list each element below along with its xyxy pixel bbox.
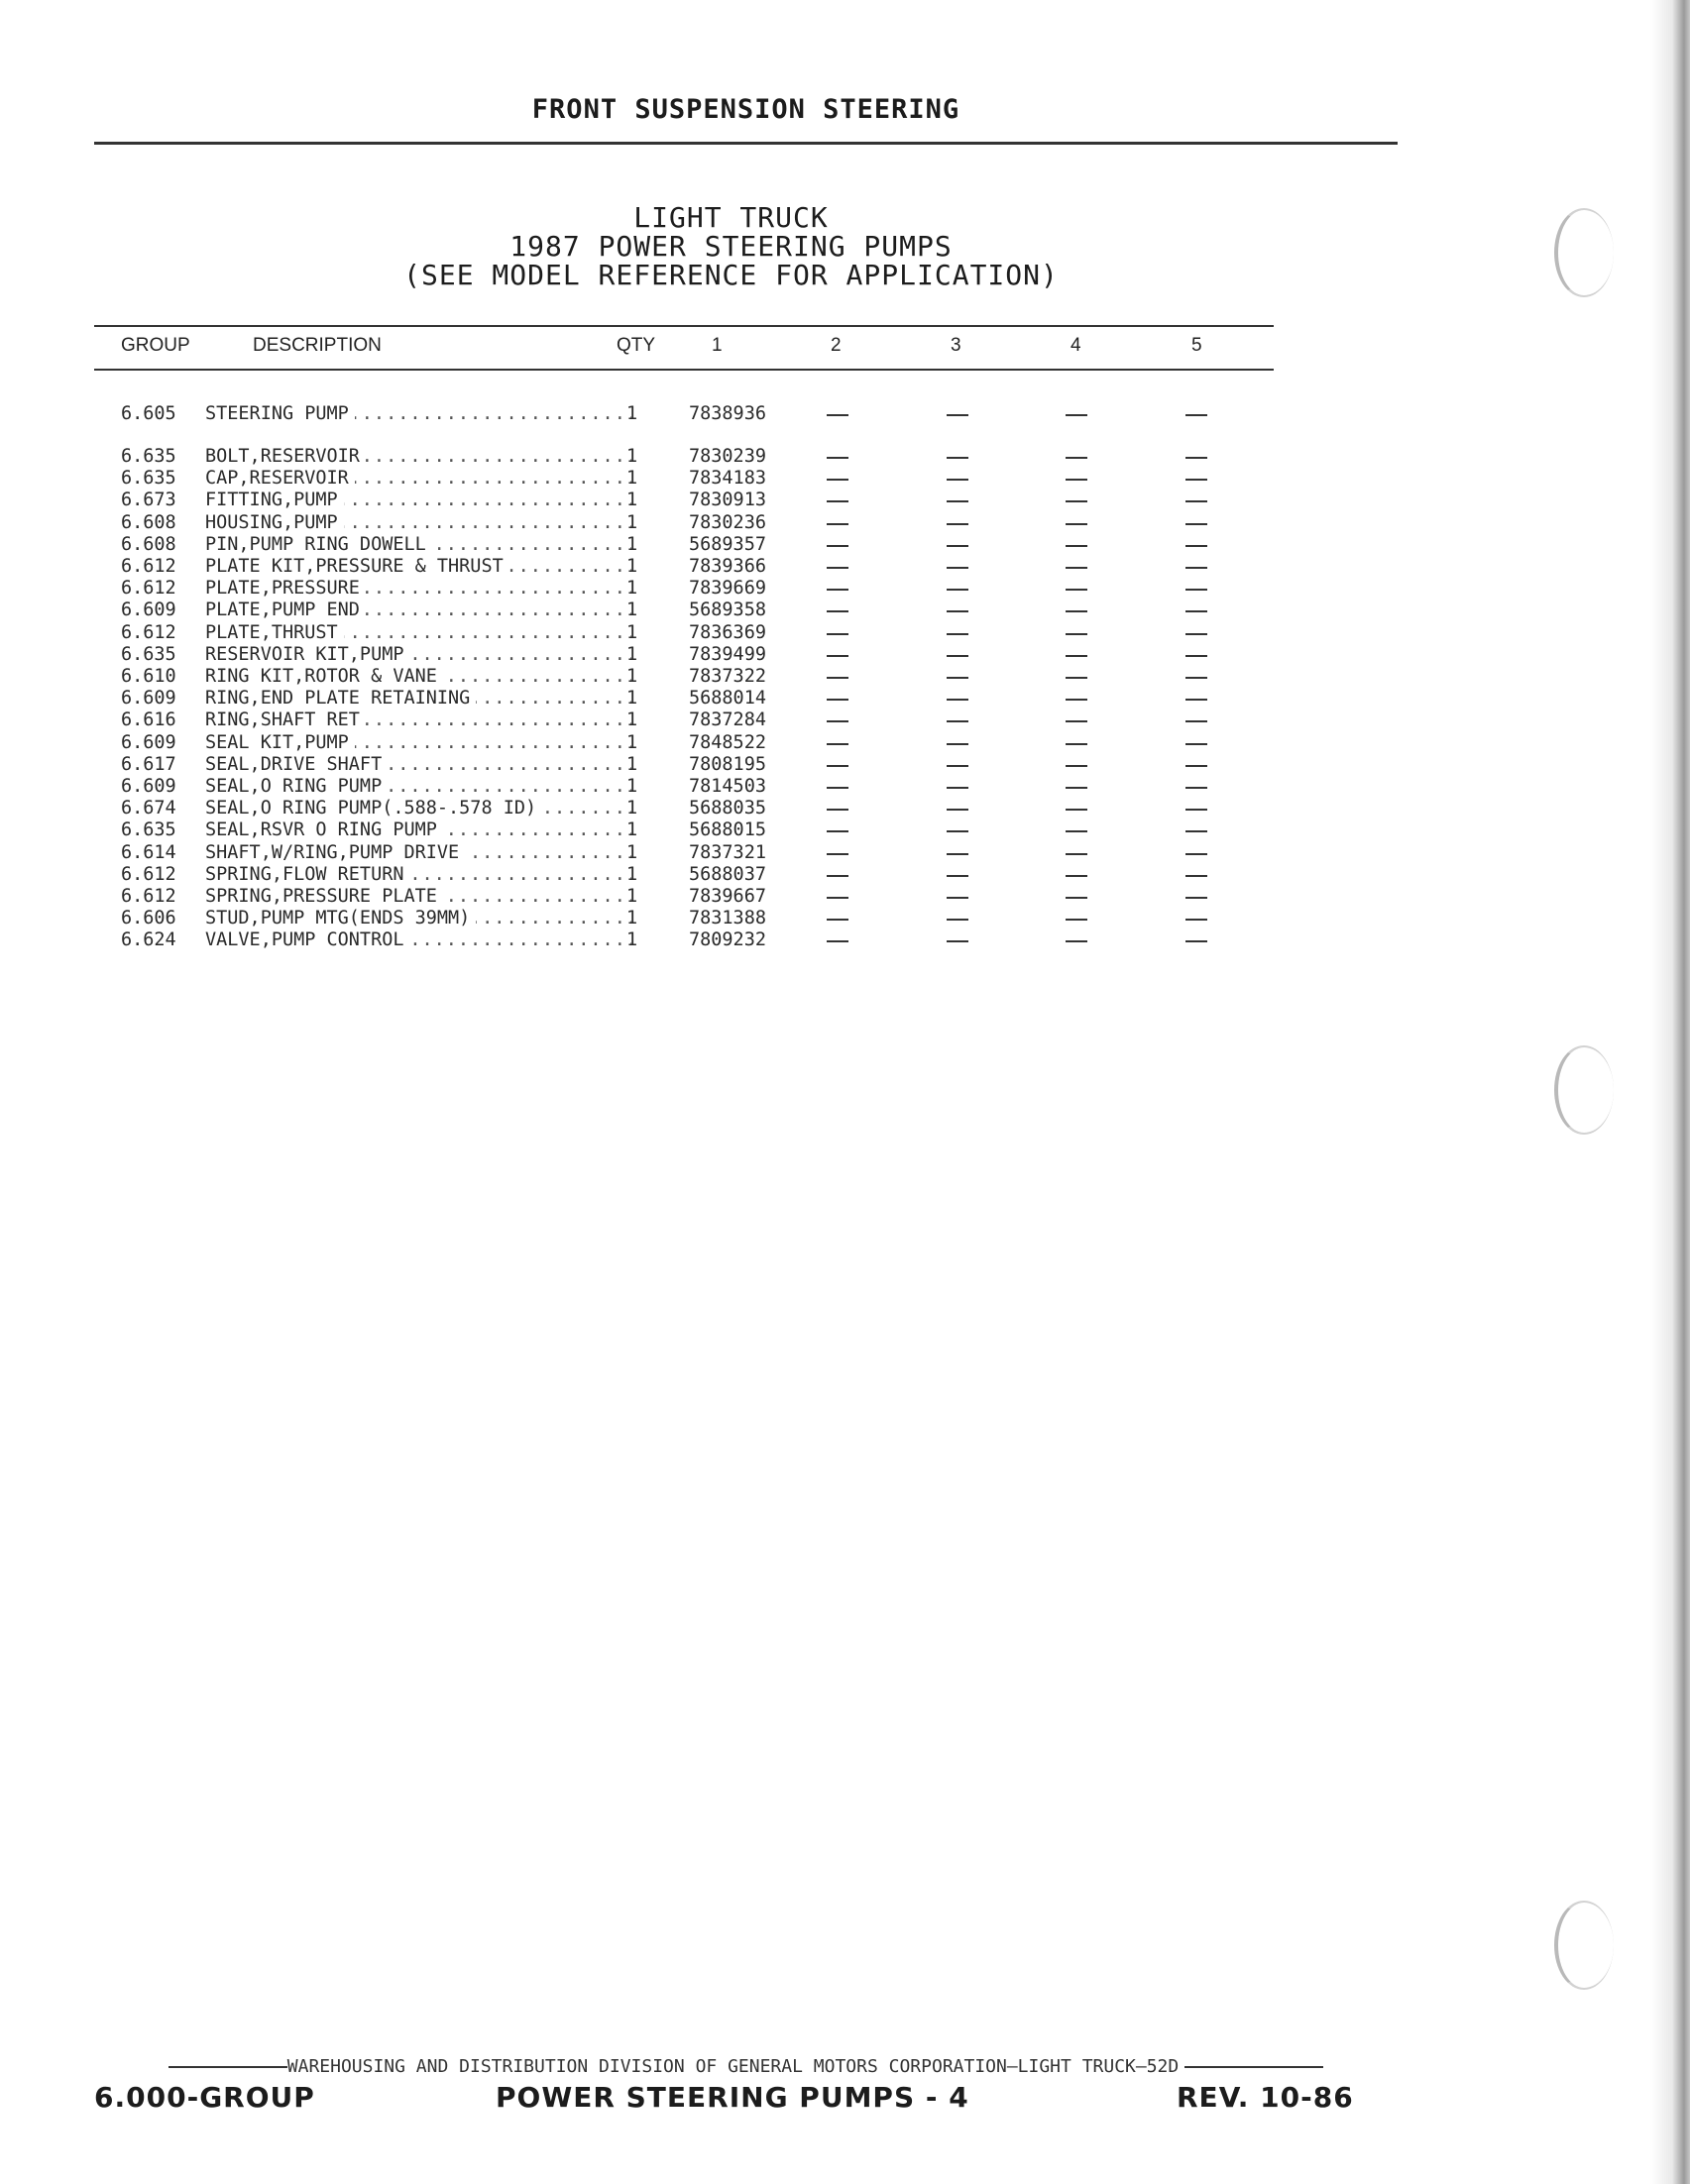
footer-section: POWER STEERING PUMPS - 4: [496, 2081, 969, 2114]
row-dash-col-3: [947, 633, 968, 635]
row-qty: 1: [626, 863, 638, 885]
row-part-number: 5689357: [689, 533, 766, 555]
row-group: 6.612: [121, 863, 176, 885]
row-dash-col-3: [947, 457, 968, 459]
row-dash-col-2: [827, 787, 848, 789]
footer-division: WAREHOUSING AND DISTRIBUTION DIVISION OF GENERAL MOTORS CORPORATION—LIGHT TRUCK—52D: [286, 2056, 1180, 2077]
row-part-number: 5688015: [689, 819, 766, 841]
row-description-text: FITTING,PUMP: [205, 490, 344, 510]
row-description: [205, 929, 631, 951]
divider: [94, 142, 1398, 145]
column-header-2: 2: [831, 335, 842, 356]
row-dash-col-3: [947, 765, 968, 767]
row-dash-col-3: [947, 743, 968, 745]
row-group: 6.610: [121, 666, 176, 687]
row-part-number: 7830239: [689, 446, 766, 467]
row-dash-col-5: [1185, 589, 1207, 591]
row-dash-col-3: [947, 897, 968, 899]
row-dash-col-2: [827, 699, 848, 701]
page-edge-shadow: [1650, 0, 1690, 2184]
row-qty: 1: [626, 908, 638, 929]
row-dash-col-4: [1066, 567, 1087, 569]
row-dash-col-5: [1185, 655, 1207, 657]
row-dash-col-5: [1185, 414, 1207, 416]
row-dash-col-2: [827, 677, 848, 679]
row-dash-col-4: [1066, 545, 1087, 547]
row-dash-col-5: [1185, 919, 1207, 921]
row-description: [205, 556, 631, 578]
column-header-5: 5: [1191, 335, 1202, 356]
row-dash-col-3: [947, 677, 968, 679]
row-description: [205, 644, 631, 666]
row-dash-col-5: [1185, 875, 1207, 877]
row-description: [205, 864, 631, 886]
row-dash-col-4: [1066, 940, 1087, 942]
row-group: 6.609: [121, 776, 176, 797]
row-part-number: 5688014: [689, 688, 766, 710]
row-dash-col-2: [827, 809, 848, 811]
row-group: 6.635: [121, 643, 176, 665]
row-description: [205, 600, 631, 621]
row-qty: 1: [626, 731, 638, 753]
catalog-title: [94, 203, 1368, 289]
row-qty: 1: [626, 446, 638, 467]
row-description: [205, 622, 631, 644]
row-group: 6.605: [121, 403, 176, 424]
row-description: [205, 688, 631, 710]
row-part-number: 7830913: [689, 490, 766, 511]
row-description-text: PLATE KIT,PRESSURE & THRUST: [205, 556, 509, 577]
row-description: [205, 403, 631, 425]
row-dash-col-2: [827, 743, 848, 745]
row-dash-col-5: [1185, 633, 1207, 635]
row-qty: 1: [626, 600, 638, 621]
row-dash-col-3: [947, 545, 968, 547]
row-dash-col-2: [827, 414, 848, 416]
table-header-rule: [94, 369, 1274, 371]
row-description: [205, 578, 631, 600]
row-qty: 1: [626, 819, 638, 841]
row-dash-col-3: [947, 853, 968, 855]
row-dash-col-5: [1185, 787, 1207, 789]
row-dash-col-4: [1066, 633, 1087, 635]
row-dash-col-4: [1066, 677, 1087, 679]
row-qty: 1: [626, 468, 638, 490]
binder-hole: [1554, 1045, 1614, 1135]
row-dash-col-3: [947, 919, 968, 921]
row-dash-col-4: [1066, 589, 1087, 591]
row-dash-col-4: [1066, 655, 1087, 657]
row-description: [205, 886, 631, 908]
row-group: 6.612: [121, 621, 176, 643]
binder-hole: [1554, 1901, 1614, 1990]
row-description: [205, 732, 631, 754]
row-part-number: 7839366: [689, 556, 766, 577]
row-description-text: HOUSING,PUMP: [205, 512, 344, 533]
row-part-number: 5689358: [689, 600, 766, 621]
row-part-number: 7836369: [689, 621, 766, 643]
row-dash-col-2: [827, 589, 848, 591]
row-description-text: RING,SHAFT RET: [205, 710, 366, 730]
row-part-number: 5688035: [689, 798, 766, 819]
row-description-text: STUD,PUMP MTG(ENDS 39MM): [205, 908, 476, 928]
row-description-text: VALVE,PUMP CONTROL: [205, 929, 409, 950]
row-qty: 1: [626, 886, 638, 907]
row-dash-col-4: [1066, 765, 1087, 767]
row-dash-col-2: [827, 919, 848, 921]
footer-group: 6.000-GROUP: [94, 2081, 315, 2114]
row-qty: 1: [626, 403, 638, 424]
row-dash-col-5: [1185, 567, 1207, 569]
row-qty: 1: [626, 643, 638, 665]
row-description: [205, 819, 631, 841]
row-description: [205, 490, 631, 511]
row-dash-col-4: [1066, 875, 1087, 877]
row-description: [205, 534, 631, 556]
row-dash-col-5: [1185, 897, 1207, 899]
row-group: 6.609: [121, 600, 176, 621]
row-part-number: 7848522: [689, 731, 766, 753]
row-part-number: 7837322: [689, 666, 766, 687]
row-part-number: 7834183: [689, 468, 766, 490]
column-header-3: 3: [951, 335, 961, 356]
row-description-text: CAP,RESERVOIR: [205, 468, 355, 489]
row-description: [205, 842, 631, 864]
row-part-number: 7838936: [689, 403, 766, 424]
row-dash-col-5: [1185, 743, 1207, 745]
section-heading: FRONT SUSPENSION STEERING: [531, 94, 960, 125]
row-description: [205, 446, 631, 468]
row-dash-col-5: [1185, 545, 1207, 547]
row-description: [205, 798, 631, 819]
row-dash-col-5: [1185, 699, 1207, 701]
row-dash-col-3: [947, 479, 968, 481]
row-description-text: STEERING PUMP: [205, 403, 355, 424]
row-dash-col-5: [1185, 830, 1207, 832]
row-dash-col-4: [1066, 830, 1087, 832]
row-dash-col-4: [1066, 919, 1087, 921]
footer-revision: REV. 10-86: [1177, 2081, 1354, 2114]
column-header-4: 4: [1070, 335, 1081, 356]
row-dash-col-5: [1185, 720, 1207, 722]
row-qty: 1: [626, 798, 638, 819]
row-qty: 1: [626, 666, 638, 687]
row-dash-col-2: [827, 720, 848, 722]
row-group: 6.612: [121, 886, 176, 907]
row-group: 6.635: [121, 446, 176, 467]
row-group: 6.635: [121, 819, 176, 841]
row-dash-col-3: [947, 655, 968, 657]
binder-hole: [1554, 208, 1614, 297]
row-description-text: PLATE,PRESSURE: [205, 578, 366, 599]
row-part-number: 7808195: [689, 753, 766, 775]
row-qty: 1: [626, 688, 638, 710]
row-group: 6.616: [121, 710, 176, 731]
row-dash-col-4: [1066, 479, 1087, 481]
row-qty: 1: [626, 776, 638, 797]
footer-division-line: [94, 2056, 1398, 2077]
row-dash-col-3: [947, 875, 968, 877]
row-dash-col-5: [1185, 765, 1207, 767]
row-description-text: SEAL,DRIVE SHAFT: [205, 754, 388, 775]
row-dash-col-3: [947, 610, 968, 612]
row-part-number: 7837321: [689, 841, 766, 863]
row-group: 6.617: [121, 753, 176, 775]
row-qty: 1: [626, 621, 638, 643]
row-dash-col-3: [947, 830, 968, 832]
row-group: 6.606: [121, 908, 176, 929]
row-group: 6.624: [121, 929, 176, 951]
row-description: [205, 776, 631, 798]
row-qty: 1: [626, 533, 638, 555]
row-dash-col-2: [827, 479, 848, 481]
row-description: [205, 908, 631, 929]
row-description: [205, 754, 631, 776]
row-dash-col-3: [947, 787, 968, 789]
row-dash-col-2: [827, 457, 848, 459]
row-description: [205, 666, 631, 688]
row-dash-col-5: [1185, 457, 1207, 459]
row-group: 6.612: [121, 578, 176, 600]
row-group: 6.614: [121, 841, 176, 863]
row-description-text: RING,END PLATE RETAINING: [205, 688, 476, 709]
row-dash-col-4: [1066, 809, 1087, 811]
row-dash-col-2: [827, 633, 848, 635]
row-description-text: PLATE,PUMP END: [205, 600, 366, 620]
row-dash-col-4: [1066, 743, 1087, 745]
row-dash-col-2: [827, 523, 848, 525]
row-part-number: 7830236: [689, 511, 766, 533]
row-dash-col-2: [827, 610, 848, 612]
row-group: 6.609: [121, 688, 176, 710]
row-qty: 1: [626, 511, 638, 533]
row-group: 6.612: [121, 556, 176, 577]
row-dash-col-3: [947, 699, 968, 701]
row-dash-col-5: [1185, 523, 1207, 525]
row-description-text: SPRING,FLOW RETURN: [205, 864, 409, 885]
row-dash-col-4: [1066, 610, 1087, 612]
row-part-number: 7839669: [689, 578, 766, 600]
row-dash-col-3: [947, 414, 968, 416]
title-line-1: LIGHT TRUCK: [633, 201, 829, 234]
row-group: 6.674: [121, 798, 176, 819]
row-qty: 1: [626, 710, 638, 731]
row-part-number: 5688037: [689, 863, 766, 885]
row-dash-col-5: [1185, 853, 1207, 855]
column-header-1: 1: [712, 335, 723, 356]
row-dash-col-3: [947, 567, 968, 569]
row-description-text: SEAL,RSVR O RING PUMP: [205, 819, 443, 840]
row-dash-col-2: [827, 765, 848, 767]
row-description-text: SEAL,O RING PUMP(.588-.578 ID): [205, 798, 542, 819]
row-qty: 1: [626, 753, 638, 775]
row-dash-col-4: [1066, 414, 1087, 416]
row-group: 6.609: [121, 731, 176, 753]
row-dash-col-3: [947, 500, 968, 502]
row-part-number: 7809232: [689, 929, 766, 951]
row-description: [205, 512, 631, 534]
row-dash-col-4: [1066, 500, 1087, 502]
title-line-3: (SEE MODEL REFERENCE FOR APPLICATION): [403, 259, 1059, 291]
title-line-2: 1987 POWER STEERING PUMPS: [509, 230, 953, 263]
row-dash-col-5: [1185, 677, 1207, 679]
row-description: [205, 710, 631, 731]
row-dash-col-2: [827, 940, 848, 942]
row-dash-col-2: [827, 500, 848, 502]
row-description-text: SHAFT,W/RING,PUMP DRIVE: [205, 842, 465, 863]
table-header-rule: [94, 325, 1274, 327]
row-description-text: RESERVOIR KIT,PUMP: [205, 644, 409, 665]
row-dash-col-4: [1066, 457, 1087, 459]
row-qty: 1: [626, 929, 638, 951]
row-description-text: PLATE,THRUST: [205, 622, 344, 643]
row-part-number: 7814503: [689, 776, 766, 797]
row-description-text: SPRING,PRESSURE PLATE: [205, 886, 443, 907]
row-group: 6.608: [121, 533, 176, 555]
row-description-text: SEAL KIT,PUMP: [205, 732, 355, 753]
row-description-text: PIN,PUMP RING DOWELL: [205, 534, 432, 555]
row-dash-col-4: [1066, 699, 1087, 701]
column-header-group: GROUP: [121, 335, 190, 356]
row-dash-col-2: [827, 567, 848, 569]
row-dash-col-2: [827, 655, 848, 657]
row-dash-col-4: [1066, 720, 1087, 722]
row-dash-col-5: [1185, 940, 1207, 942]
row-part-number: 7839499: [689, 643, 766, 665]
row-qty: 1: [626, 578, 638, 600]
row-part-number: 7831388: [689, 908, 766, 929]
row-group: 6.608: [121, 511, 176, 533]
row-qty: 1: [626, 490, 638, 511]
row-dash-col-4: [1066, 523, 1087, 525]
row-dash-col-2: [827, 875, 848, 877]
row-description-text: BOLT,RESERVOIR: [205, 446, 366, 467]
row-dash-col-3: [947, 589, 968, 591]
row-dash-col-3: [947, 809, 968, 811]
column-header-qty: QTY: [617, 335, 656, 356]
row-dash-col-5: [1185, 610, 1207, 612]
row-part-number: 7837284: [689, 710, 766, 731]
row-dash-col-2: [827, 853, 848, 855]
row-dash-col-2: [827, 897, 848, 899]
row-dash-col-4: [1066, 853, 1087, 855]
row-dash-col-2: [827, 830, 848, 832]
row-part-number: 7839667: [689, 886, 766, 907]
row-dash-col-3: [947, 720, 968, 722]
row-description-text: RING KIT,ROTOR & VANE: [205, 666, 443, 687]
row-dash-col-5: [1185, 479, 1207, 481]
row-group: 6.673: [121, 490, 176, 511]
row-dash-col-3: [947, 523, 968, 525]
row-dash-col-4: [1066, 787, 1087, 789]
row-dash-col-5: [1185, 500, 1207, 502]
row-dash-col-3: [947, 940, 968, 942]
row-dash-col-2: [827, 545, 848, 547]
row-group: 6.635: [121, 468, 176, 490]
row-dash-col-4: [1066, 897, 1087, 899]
row-qty: 1: [626, 841, 638, 863]
row-description-text: SEAL,O RING PUMP: [205, 776, 388, 797]
row-qty: 1: [626, 556, 638, 577]
row-dash-col-5: [1185, 809, 1207, 811]
row-description: [205, 468, 631, 490]
column-header-description: DESCRIPTION: [253, 335, 382, 356]
